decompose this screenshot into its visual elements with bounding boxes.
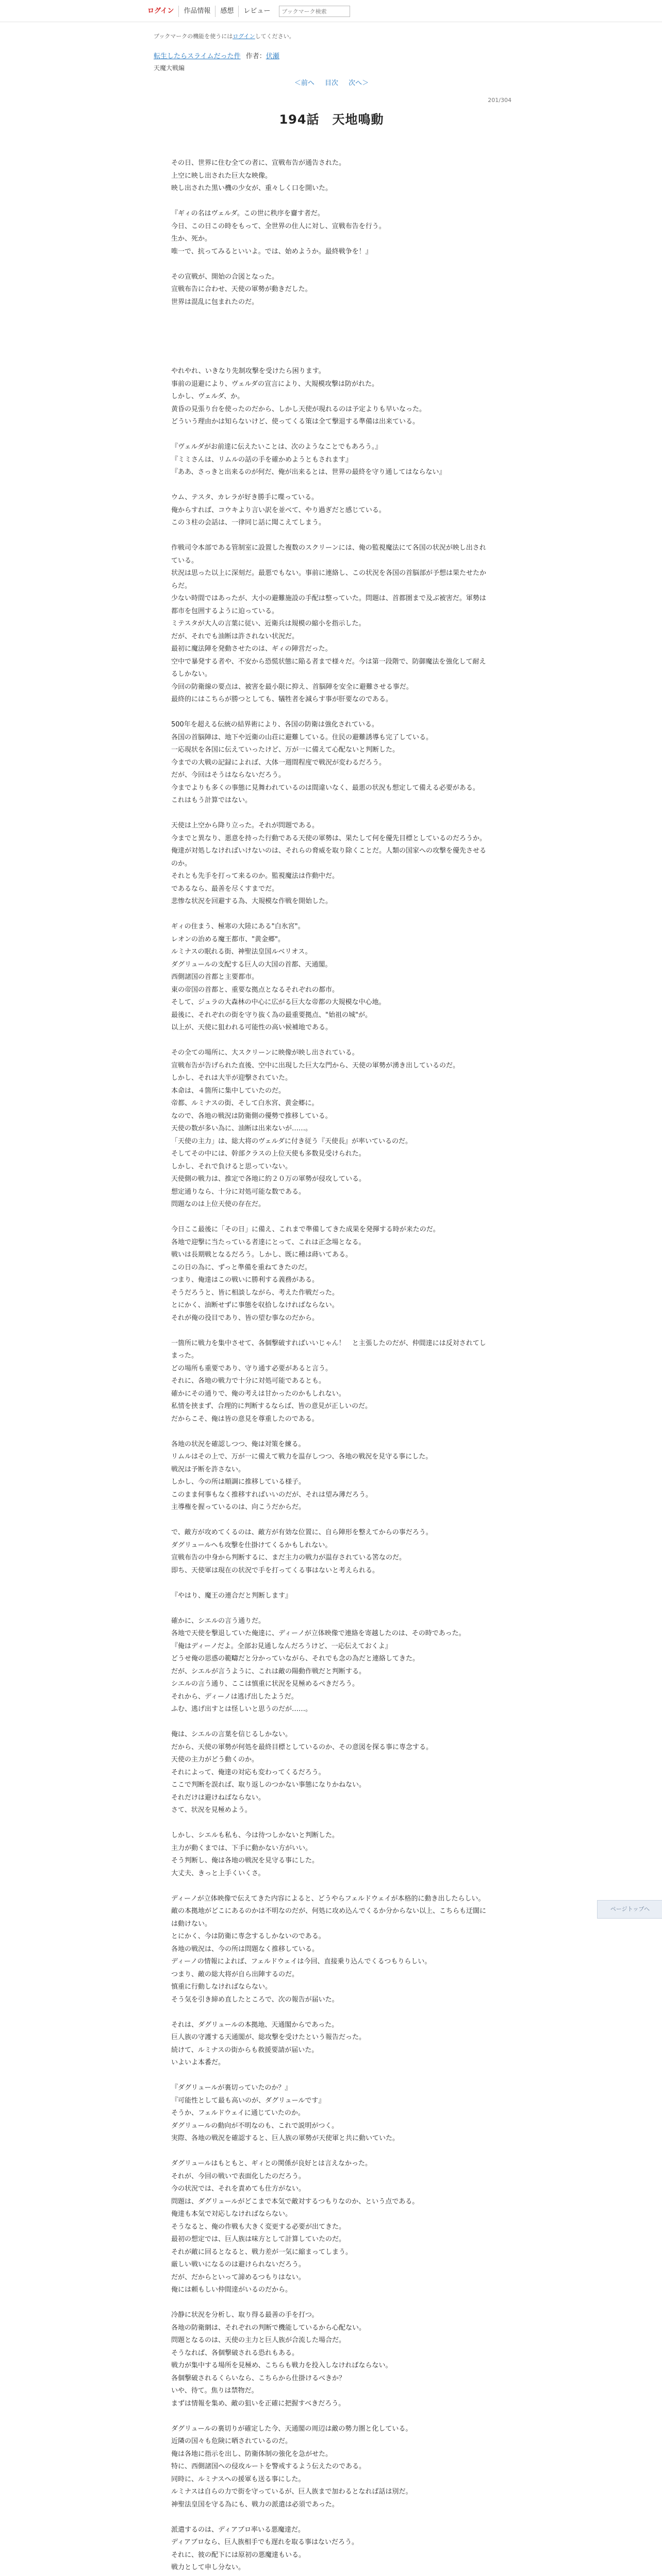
body-paragraph: その全ての場所に、大スクリーンに映像が映し出されている。 宣戦布告が告げられた直後、空中に出現した巨大な門から、天使の軍勢が湧き出しているのだ。 しかし、それは大半が迎撃されていた。 本命は、４箇所に集中していたのだ。 帝都、ルミナスの街、そして白氷宮、黄金郷に。 なので、各地の戦況は防衛側の優勢で推移している。 天使の数が多い為に、油断は出来ないが……。 「天使の主力」は、総大将のヴェルダに付き従う『天使長』が率いているのだ。 そしてその中には、幹部クラスの上位天使も多数見受けられた。 しかし、それで負けると思っていない。 天使側の戦力は、推定で各地に約２０万の軍勢が侵攻している。 想定通りなら、十分に対処可能な数である。 問題なのは上位天使の存在だ。 [171,1049,460,1208]
author-name-link[interactable]: 伏瀬 [266,53,279,60]
toc-link[interactable]: 目次 [324,79,338,87]
body-paragraph: しかし、シエルも私も、今は待つしかないと判断した。 主力が動くまでは、下手に動かない方がいい。 そう判断し、俺は各地の戦況を見守る事にした。 大丈夫、きっと上手くいくさ。 [171,1832,339,1877]
novel-header [154,50,509,72]
bookmark-notice-pre: ブックマークの機能を使うには [154,33,233,40]
works-info-link[interactable]: 作品情報 [179,6,216,17]
novel-body [171,157,491,2576]
body-paragraph: それは、ダグリュールの本拠地、天通閣からであった。 巨人族の守護する天通閣が、総攻撃を受けたという報告だった。 続けて、ルミナスの街からも救援要請が届いた。 いよいよ本番だ。 [171,2021,366,2066]
body-paragraph: やれやれ、いきなり先制攻撃を受けたら困ります。 事前の退避により、ヴェルダの宣言により、大規模攻撃は防がれた。 しかし、ヴェルダ、か。 黄昏の見張り台を使ったのだから、しかし天使が現れるのは予定よりも早いなった。 どういう理由かは知らないけど、使ってくる策は全て撃退する準備は出来ている。 [171,367,426,426]
body-paragraph: 『やはり、魔王の連合だと判断します』 [171,1591,292,1600]
prev-link[interactable]: ＜前へ [294,79,315,87]
pager-top [154,77,509,87]
next-link[interactable]: 次へ＞ [349,79,369,87]
site-header [0,0,662,22]
review-link[interactable]: レビュー [243,7,271,15]
body-paragraph: その宣戦が、開始の合図となった。 宣戦布告に合わせ、天使の軍勢が動きだした。 世界は混乱に包まれたのだ。 [171,273,312,306]
body-paragraph: その日、世界に住む全ての者に、宣戦布告が通告された。 上空に映し出された巨大な映像。 映し出された黒い機の少女が、重々しく口を開いた。 [171,159,346,192]
feelings-link[interactable]: 感想 [216,6,239,17]
body-paragraph: ダグリュールの裏切りが確定した今、天通閣の周辺は敵の勢力圏と化している。 近隣の国々も危険に晒されているのだ。 俺は各地に指示を出し、防衛体制の強化を急がせた。 特に、西側諸国への侵攻ルートを警戒するよう伝えたのである。 同時に、ルミナスへの援軍も送る事にした。 ルミナスは自らの力で街を守っているが、巨人族まで加わるとなれば話は別だ。 神聖法皇国を守る為にも、戦力の派遣は必須であった。 [171,2425,412,2509]
page-top-button[interactable]: ページトップへ [597,1900,662,1919]
body-paragraph: 『ダグリュールが裏切っていたのか？』 『可能性として最も高いのが、ダグリュールです』 そうか、フェルドウェイに通じていたのか。 ダグリュールの動向が不明なのも、これで説明がつく。 実際、各地の戦況を確認すると、巨人族の軍勢が天使軍と共に動いていた。 [171,2084,400,2142]
body-paragraph: 『ギィの名はヴェルダ。この世に秩序を齎す者だ。 今日、この日この時をもって、全世界の住人に対し、宣戦布告を行う。 生か、死か。 唯一で、抗ってみるといいよ。では、始めようか。最終戦争を！』 [171,210,386,256]
main-nav [147,6,350,17]
bookmark-search-input[interactable] [279,6,350,17]
body-paragraph: 作戦司令本部である管制室に設置した複数のスクリーンには、俺の監視魔法にて各国の状況が映し出されている。 状況は思った以上に深刻だ。最悪でもない。事前に連絡し、この状況を各国の首脳部が予想は果たせたからだ。 少ない時間ではあったが、大小の避難施設の手配は整っていた。問題は、首都圏まで及ぶ被害だ。軍勢は都市を包囲するように迫っている。 ミテスタが大人の言葉に従い、近衛兵は規模の縮小を指示した。 だが、それでも油断は許されない状況だ。 最初に魔法陣を発動させたのは、ギィの陣営だった。 空中で暴発する者や、不安から恐慌状態に陥る者まで様々だ。今は第一段階で、防御魔法を強化して耐えるしかない。 今回の防衛線の要点は、被害を最小限に抑え、首脳陣を安全に避難させる事だ。 最終的にはこちらが勝つとしても、犠牲者を減らす事が肝要なのである。 [171,544,487,703]
body-paragraph: 各地の状況を確認しつつ、俺は対策を練る。 リムルはその上で、万が一に備えて戦力を温存しつつ、各地の戦況を見守る事にした。 戦況は予断を許さない。 しかし、今の所は順調に推移している様子。 このまま何事もなく推移すればいいのだが、それは望み薄だろう。 主導権を握っているのは、向こうだからだ。 [171,1440,433,1511]
body-paragraph: 『ヴェルダがお前達に伝えたいことは、次のようなことでもあろう。』 『ミミさんは、リムルの話の手を確かめようともされます』 『ああ、さっきと出来るのが何だ、俺が出来るとは、世界の最終を守り通してはならない』 [171,443,446,476]
bookmark-notice [154,32,509,40]
body-paragraph: 一箇所に戦力を集中させて、各個撃破すればいいじゃん！ と主張したのだが、仲間達には反対されてしまった。 どの場所も重要であり、守り通す必要があると言う。 それに、各地の戦力で十分に対処可能であるとも。 確かにその通りで、俺の考えは甘かったのかもしれない。 私情を挟まず、合理的に判断するならば、皆の意見が正しいのだ。 だからこそ、俺は皆の意見を尊重したのである。 [171,1339,486,1423]
body-paragraph: ウム、テスタ、カレラが好き勝手に喋っている。 俺からすれば、コウキより言い訳を並べて、やり過ぎだと感じている。 この３柱の会話は、一律同じ話に聞こえてしまう。 [171,494,386,527]
body-paragraph: 派遣するのは、ディアブロ率いる悪魔達だ。 ディアブロなら、巨人族相手でも遅れを取る事はないだろう。 それに、彼の配下には原初の悪魔達もいる。 戦力として申し分ない。 [171,2526,358,2571]
chapter-number: 201/304 [488,97,511,104]
body-paragraph: 俺は、シエルの言葉を信じるしかない。 だから、天使の軍勢が何処を最終目標としているのか、その意図を探る事に専念する。 天使の主力がどう動くのか。 それによって、俺達の対応も変わってくるだろう。 ここで判断を誤れば、取り返しのつかない事態になりかねない。 それだけは避けねばならない。 さて、状況を見極めよう。 [171,1731,433,1814]
novel-title-link[interactable]: 転生したらスライムだった件 [154,53,241,60]
body-paragraph: 天使は上空から降り立った。それが問題である。 今までと異なり、悪意を持った行動である天使の軍勢は、果たして何を優先目標としているのだろうか。 俺達が対処しなければいけないのは、それらの脅威を取り除くことだ。人類の国家への攻撃を優先させるのか。 それとも先手を打って来るのか。監視魔法は作動中だ。 であるなら、最善を尽くすまでだ。 悲惨な状況を回避する為、大規模な作戦を開始した。 [171,822,487,905]
body-paragraph: 冷静に状況を分析し、取り得る最善の手を打つ。 各地の防衛網は、それぞれの判断で機能しているから心配ない。 問題となるのは、天使の主力と巨人族が合流した場合だ。 そうなれば、各個撃破される恐れもある。 戦力が集中する場所を見極め、こちらも戦力を投入しなければならない。 各個撃破されるくらいなら、こちらから仕掛けるべきか？ いや、待て。焦りは禁物だ。 まずは情報を集め、敵の狙いを正確に把握すべきだろう。 [171,2311,392,2408]
body-paragraph: ギィの住まう、極寒の大陸にある"白氷宮"。 レオンの治める魔王都市、"黄金郷"。 ルミナスの眠れる街、神聖法皇国ルベリオス。 ダグリュールの支配する巨人の大国の首都、天通閣。 西側諸国の首都と主要都市。 東の帝国の首都と、重要な拠点となるそれぞれの都市。 そして、ジュラの大森林の中心に広がる巨大な帝都の大規模な中心地。 最後に、それぞれの街を守り抜く為の最重要拠点、"始祖の城"が。 以上が、天使に狙われる可能性の高い候補地である。 [171,923,386,1031]
body-paragraph: 確かに、シエルの言う通りだ。 各地で天使を撃退していた俺達に、ディーノが立体映像で連絡を寄越したのは、その時であった。 『俺はディーノだよ。全部お見通しなんだろうけど、一応伝えておくよ』 どうせ俺の思惑の範疇だと分かっていながら、それでも念の為だと連絡してきた。 だが、シエルが言うように、これは敵の陽動作戦だと判断する。 シエルの言う通り、ここは慎重に状況を見極めるべきだろう。 それから、ディーノは逃げ出したようだ。 ふむ、逃げ出すとは怪しいと思うのだが……。 [171,1617,466,1713]
bookmark-notice-post: してください。 [255,33,295,40]
chapter-title: 194話 天地鳴動 [279,112,384,127]
body-paragraph: で、敵方が攻めてくるのは、敵方が有効な位置に、自ら陣形を整えてからの事だろう。 ダグリュールへも攻撃を仕掛けてくるかもしれない。 宣戦布告の中身から判断するに、まだ主力の戦力が温存されている筈なのだ。 即ち、天使軍は現在の状況で手を打ってくる事はないと考えられる。 [171,1529,433,1574]
body-paragraph: ディーノが立体映像で伝えてきた内容によると、どうやらフェルドウェイが本格的に動き出したらしい。 敵の本拠地がどこにあるのかは不明なのだが、何処に攻め込んでくるか分からない以上、こちらも迂闊には動けない。 とにかく、今は防衛に専念するしかないのである。 各地の戦況は、今の所は問題なく推移している。 ディーノの情報によれば、フェルドウェイは今回、直接乗り込んでくるつもりらしい。 つまり、敵の総大将が自ら出陣するのだ。 慎重に行動しなければならない。 そう気を引き締め直したところで、次の報告が届いた。 [171,1894,487,2004]
body-paragraph: 今日ここ最後に「その日」に備え、これまで準備してきた成果を発揮する時が来たのだ。 各地で迎撃に当たっている者達にとって、これは正念場となる。 戦いは長期戦となるだろう。しかし、既に種は蒔いてある。 この日の為に、ずっと準備を重ねてきたのだ。 つまり、俺達はこの戦いに勝利する義務がある。 そうだろうと、皆に相談しながら、考えた作戦だった。 とにかく、油断せずに事態を収拾しなければならない。 それが俺の役目であり、皆の望む事なのだから。 [171,1226,440,1322]
login-link[interactable]: ログイン [147,6,179,17]
author-label: 作者： [245,53,266,60]
body-paragraph: 500年を超える伝統の結界術により、各国の防衛は強化されている。 各国の首脳陣は、地下や近衛の山荘に避難している。住民の避難誘導も完了している。 一応現状を各国に伝えていったけど、万が一に備えて心配ないと判断した。 今までの大戦の記録によれば、大体一週間程度で戦況が変わるだろう。 だが、今回はそうはならないだろう。 今までよりも多くの事態に見舞われているのは間違いなく、最悪の状況も想定して備える必要がある。 これはもう計算ではない。 [171,721,479,804]
bookmark-login-link[interactable]: ログイン [233,33,255,40]
body-paragraph: ダグリュールはもともと、ギィとの関係が良好とは言えなかった。 それが、今回の戦いで表面化したのだろう。 今の状況では、それを責めても仕方がない。 問題は、ダグリュールがどこまで本気で敵対するつもりなのか、という点である。 俺達も本気で対応しなければならない。 そうなると、俺の作戦も大きく変更する必要が出てきた。 最初の想定では、巨人族は味方として計算していたのだ。 それが敵に回るとなると、戦力差が一気に縮まってしまう。 厳しい戦いになるのは避けられないだろう。 だが、だからといって諦めるつもりはない。 俺には頼もしい仲間達がいるのだから。 [171,2160,419,2294]
chapter-group-title: 天魔大戦編 [154,64,185,72]
